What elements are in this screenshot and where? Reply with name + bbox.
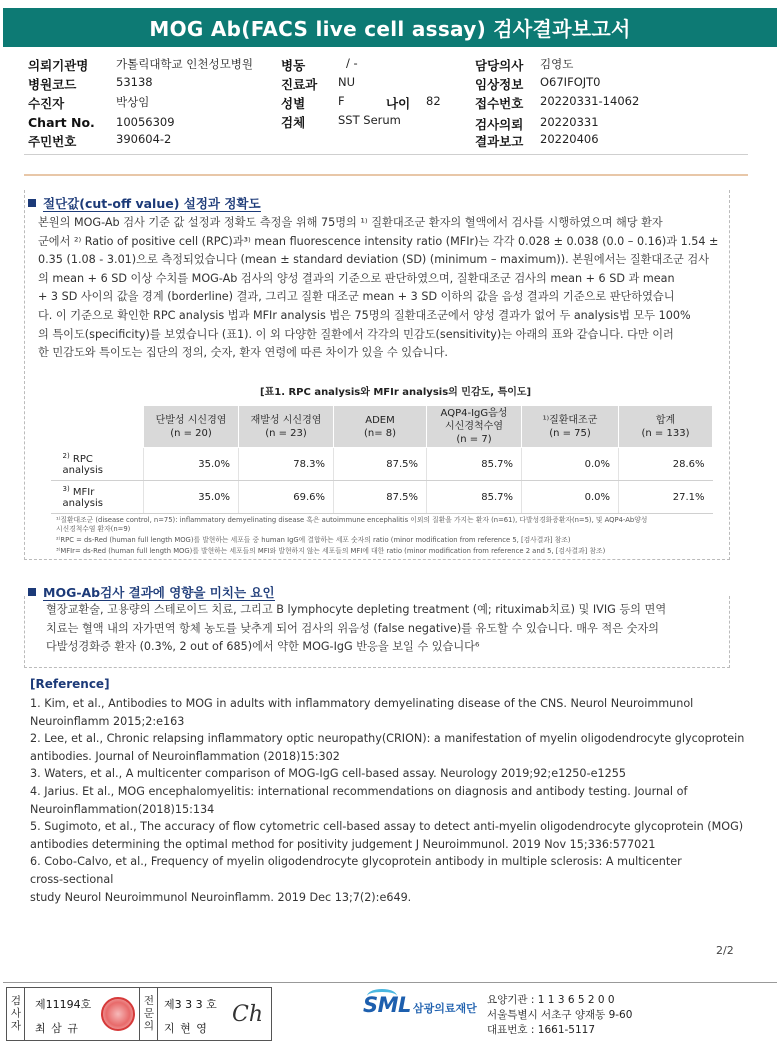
table-cell: 27.1% bbox=[619, 481, 713, 514]
chart-value: 10056309 bbox=[116, 115, 175, 129]
footnote-1: ¹⁾질환대조군 (disease control, n=75): inflammatory demyelinating disease 혹은 autoimmune encephalitis 이외의 질환을 가지는 환자 (n=61), 다발성경화증환자(n=5), 및 AQP4-Ab양성 bbox=[56, 516, 648, 524]
paragraph-line: + 3 SD 사이의 값을 경계 (borderline) 결과, 그리고 질환 대조군 mean + 3 SD 이하의 값을 음성 결과의 기준으로 판단하였습니 bbox=[38, 290, 675, 304]
request-label: 검사의뢰 bbox=[475, 117, 524, 132]
red-seal-icon bbox=[101, 997, 135, 1031]
recipient-label: 수진자 bbox=[28, 96, 65, 111]
contact-line: 서울특별시 서초구 양재동 9-60 bbox=[487, 1009, 633, 1021]
table-column-header: ¹⁾질환대조군 (n = 75) bbox=[522, 406, 619, 448]
paragraph-line: 다발성경화증 환자 (0.3%, 2 out of 685)에서 약한 MOG-IgG 반응을 보일 수 있습니다⁶ bbox=[46, 640, 480, 654]
age-label: 나이 bbox=[386, 96, 411, 111]
table-column-header: AQP4-IgG음성 시신경척수염 (n = 7) bbox=[427, 406, 522, 448]
examiner-label: 검사자 bbox=[7, 988, 25, 1040]
report-title: MOG Ab(FACS live cell assay) 검사결과보고서 bbox=[3, 8, 777, 47]
footnote-1b: 시신경척수염 환자(n=9) bbox=[56, 525, 131, 533]
reference-item: 1. Kim, et al., Antibodies to MOG in adults with inflammatory demyelinating disease of the CNS. Neurol Neuroimmunol bbox=[30, 697, 694, 710]
footer bbox=[3, 982, 777, 1044]
cutoff-section-title: 절단값(cut-off value) 설정과 정확도 bbox=[28, 194, 261, 212]
paragraph-line: 본원의 MOG-Ab 검사 기준 값 설정과 정확도 측정을 위해 75명의 ¹⁾ 질환대조군 환자의 혈액에서 검사를 시행하였으며 해당 환자 bbox=[38, 216, 663, 229]
table-corner bbox=[51, 406, 144, 448]
table-row bbox=[51, 481, 713, 514]
paragraph-line: 0.35 (1.08 - 3.01)으로 측정되었습니다 (mean ± standard deviation (SD) (minimum – maximum)). 본원에서는 질환대조군 검사 bbox=[38, 253, 710, 267]
paragraph-line: 의 mean + 6 SD 이상 수치를 MOG-Ab 검사의 양성 결과의 기준으로 판단하였으며, 질환대조군 검사의 mean + 6 SD 과 mean bbox=[38, 271, 675, 285]
hospital-code-label: 병원코드 bbox=[28, 77, 77, 92]
reference-item: 2. Lee, et al., Chronic relapsing inflammatory optic neuropathy(CRION): a manifestation of myelin oligodendrocyte glycoprotein bbox=[30, 732, 745, 746]
recipient-value: 박상임 bbox=[116, 95, 150, 109]
resident-label: 주민번호 bbox=[28, 134, 77, 149]
reference-item: Neuroinflammation(2018)15:134 bbox=[30, 802, 215, 816]
paragraph-line: 의 특이도(specificity)를 보였습니다 (표1). 이 외 다양한 질환에서 각각의 민감도(sensitivity)는 아래의 표와 같습니다. 다만 이러 bbox=[38, 327, 674, 341]
doctor-value: 김영도 bbox=[540, 57, 574, 71]
table-cell: 35.0% bbox=[144, 481, 239, 514]
receipt-label: 접수번호 bbox=[475, 96, 524, 111]
page-number: 2/2 bbox=[716, 944, 734, 957]
report-date-label: 결과보고 bbox=[475, 134, 524, 149]
specimen-label: 검체 bbox=[281, 115, 306, 130]
table-column-header: 단발성 시신경염 (n = 20) bbox=[144, 406, 239, 448]
reference-item: 6. Cobo-Calvo, et al., Frequency of myelin oligodendrocyte glycoprotein antibody in multiple sclerosis: A multicenter bbox=[30, 855, 682, 869]
reference-item: 4. Jarius. Et al., MOG encephalomyelitis: international recommendations on diagnosis and antibody testing. Journal of bbox=[30, 784, 688, 798]
reference-item: 5. Sugimoto, et al., The accuracy of flow cytometric cell-based assay to detect anti-myelin oligodendrocyte glycoprotein (MOG) bbox=[30, 820, 744, 834]
specialist-stamp bbox=[139, 987, 272, 1041]
table-cell: 85.7% bbox=[427, 448, 522, 481]
reference-item: study Neurol Neuroimmunol Neuroinflamm. 2019 Dec 13;7(2):e649. bbox=[30, 890, 412, 904]
hospital-value: 가톨릭대학교 인천성모병원 bbox=[116, 57, 253, 71]
cutoff-paragraph bbox=[38, 214, 718, 363]
table-header-row bbox=[51, 406, 713, 448]
bullet-square-icon bbox=[28, 199, 36, 207]
bullet-square-icon bbox=[28, 588, 36, 596]
header-divider bbox=[24, 154, 748, 155]
table-column-header: ADEM (n= 8) bbox=[334, 406, 427, 448]
contact-line: 대표번호 : 1661-5117 bbox=[487, 1024, 596, 1036]
dept-value: NU bbox=[338, 75, 356, 89]
table-cell: 35.0% bbox=[144, 448, 239, 481]
paragraph-line: 다. 이 기준으로 확인한 RPC analysis 법과 MFIr analysis 법은 75명의 질환대조군에서 양성 결과가 없어 두 analysis법 모두 100% bbox=[38, 308, 691, 322]
footnote-3: ³⁾MFIr= ds-Red (human full length MOG)를 발현하는 세포들의 MFI와 발현하지 않는 세포들의 MFI에 대한 ratio (minor modification from reference 2 and 5, [검사결과] 참조) bbox=[56, 547, 606, 555]
specialist-license: 제3 3 3 호 bbox=[164, 998, 217, 1011]
specimen-value: SST Serum bbox=[338, 113, 401, 127]
contact-line: 요양기관 : 1 1 3 6 5 2 0 0 bbox=[487, 994, 615, 1006]
table-cell: 85.7% bbox=[427, 481, 522, 514]
table-caption: [표1. RPC analysis와 MFIr analysis의 민감도, 특이도] bbox=[260, 387, 532, 398]
paragraph-line: 군에서 ²⁾ Ratio of positive cell (RPC)과³⁾ mean fluorescence intensity ratio (MFIr)는 각각 0.028 ± 0.038 (0.0 – 0.16)과 1.54 ± bbox=[38, 234, 719, 248]
clinical-value: O67IFOJT0 bbox=[540, 75, 601, 89]
table-cell: 28.6% bbox=[619, 448, 713, 481]
reference-title: [Reference] bbox=[30, 677, 110, 691]
sex-value: F bbox=[338, 94, 345, 108]
footnote-2: ²⁾RPC = ds-Red (human full length MOG)를 발현하는 세포들 중 human IgG에 결합하는 세포 숫자의 ratio (minor modification from reference 5, [검사결과] 참조) bbox=[56, 536, 571, 544]
paragraph-line: 혈장교환술, 고용량의 스테로이드 치료, 그리고 B lymphocyte depleting treatment (예; rituximab치료) 및 IVIG 등의 면역 bbox=[46, 603, 667, 616]
table-cell: 87.5% bbox=[334, 481, 427, 514]
reference-item: 3. Waters, et al., A multicenter comparison of MOG-IgG cell-based assay. Neurology 2019;92;e1250-e1255 bbox=[30, 767, 626, 781]
table-cell: 78.3% bbox=[239, 448, 334, 481]
resident-value: 390604-2 bbox=[116, 132, 172, 146]
factors-paragraph bbox=[46, 601, 666, 657]
examiner-name: 최 삼 규 bbox=[35, 1022, 79, 1035]
report-date-value: 20220406 bbox=[540, 132, 599, 146]
company-logo bbox=[363, 993, 477, 1017]
logo-arc-icon bbox=[367, 989, 397, 1003]
doctor-label: 담당의사 bbox=[475, 58, 524, 73]
age-value: 82 bbox=[426, 94, 441, 108]
reference-item: cross-sectional bbox=[30, 872, 114, 886]
sensitivity-table bbox=[50, 405, 713, 514]
clinical-label: 임상정보 bbox=[475, 77, 524, 92]
logo-text: SML bbox=[363, 993, 411, 1017]
receipt-value: 20220331-14062 bbox=[540, 94, 640, 108]
table-row-label: $^{2)}$ RPC analysis bbox=[51, 448, 144, 481]
specialist-name: 지 현 영 bbox=[164, 1022, 208, 1035]
request-value: 20220331 bbox=[540, 115, 599, 129]
table-column-header: 합계 (n = 133) bbox=[619, 406, 713, 448]
company-name: 삼광의료재단 bbox=[413, 1002, 477, 1015]
dept-label: 진료과 bbox=[281, 77, 318, 92]
hospital-label: 의뢰기관명 bbox=[28, 58, 89, 73]
ward-label: 병동 bbox=[281, 58, 306, 73]
table-cell: 69.6% bbox=[239, 481, 334, 514]
paragraph-line: 치료는 혈액 내의 자가면역 항체 농도를 낮추게 되어 검사의 위음성 (false negative)를 유도할 수 있습니다. 매우 적은 숫자의 bbox=[46, 621, 659, 635]
table-column-header: 재발성 시신경염 (n = 23) bbox=[239, 406, 334, 448]
examiner-stamp bbox=[6, 987, 140, 1041]
header-accent-divider bbox=[24, 174, 748, 176]
table-cell: 87.5% bbox=[334, 448, 427, 481]
sex-label: 성별 bbox=[281, 96, 306, 111]
specialist-label: 전문의 bbox=[140, 988, 158, 1040]
factors-section-title: MOG-Ab검사 결과에 영향을 미치는 요인 bbox=[28, 583, 275, 601]
signature: Ch bbox=[232, 1002, 264, 1027]
table-row-label: $^{3)}$ MFIr analysis bbox=[51, 481, 144, 514]
company-contact bbox=[487, 993, 632, 1038]
ward-value: / - bbox=[346, 56, 358, 70]
reference-item: Neuroinflamm 2015;2:e163 bbox=[30, 714, 185, 728]
reference-item: antibodies. Journal of Neuroinflammation (2018)15:302 bbox=[30, 749, 340, 763]
examiner-license: 제11194호 bbox=[35, 998, 92, 1011]
table-row bbox=[51, 448, 713, 481]
table-cell: 0.0% bbox=[522, 448, 619, 481]
hospital-code-value: 53138 bbox=[116, 75, 153, 89]
paragraph-line: 한 민감도와 특이도는 집단의 정의, 숫자, 환자 연령에 따른 차이가 있을 수 있습니다. bbox=[38, 346, 448, 360]
table-cell: 0.0% bbox=[522, 481, 619, 514]
reference-item: antibodies determining the optimal method for positivity judgement J Neuroimmunol. 2019 Nov 15;336:577021 bbox=[30, 837, 656, 851]
reference-list bbox=[30, 695, 744, 906]
chart-label: Chart No. bbox=[28, 115, 95, 130]
